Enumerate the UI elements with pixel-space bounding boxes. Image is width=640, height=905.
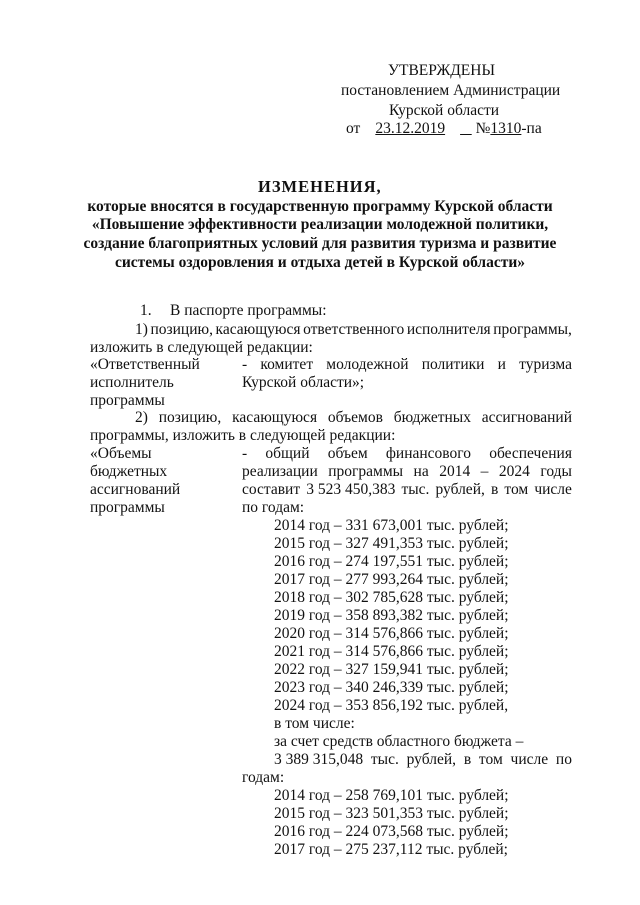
year-line: 2016 год – 274 197,551 тыс. рублей;: [274, 553, 509, 570]
year-line: 2023 год – 340 246,339 тыс. рублей;: [274, 679, 509, 696]
regional-budget-label: за счет средств областного бюджета –: [274, 733, 524, 750]
year-line: 2022 год – 327 159,941 тыс. рублей;: [274, 661, 509, 678]
item-2-value-line-3: составит 3 523 450,383 тыс. рублей, в том числе: [242, 481, 572, 498]
item-2-value-line-1: - общий объем финансового обеспечения: [242, 445, 572, 462]
approval-line-1: постановлением Администрации: [341, 82, 561, 99]
heading-line-2: «Повышение эффективности реализации молодежной политики,: [91, 216, 549, 233]
item-1-label-2: исполнитель: [90, 374, 174, 391]
item-1-line-2: изложить в следующей редакции:: [90, 339, 313, 356]
regional-budget-line: 3 389 315,048 тыс. рублей, в том числе по: [274, 751, 572, 768]
year-line: 2019 год – 358 893,382 тыс. рублей;: [274, 607, 509, 624]
approval-title: УТВЕРЖДЕНЫ: [388, 62, 495, 79]
changes-title: ИЗМЕНЕНИЯ,: [258, 177, 382, 196]
year-line: 2015 год – 327 491,353 тыс. рублей;: [274, 535, 509, 552]
approval-line-2: Курской области: [389, 102, 500, 119]
item-2-label-1: «Объемы: [90, 445, 152, 462]
date-value: 23.12.2019: [375, 120, 446, 137]
heading-line-3: создание благоприятных условий для развития туризма и развитие: [83, 235, 557, 252]
year-line: 2021 год – 314 576,866 тыс. рублей;: [274, 643, 509, 660]
year-line: 2017 год – 277 993,264 тыс. рублей;: [274, 571, 509, 588]
item-2-value-line-2: реализации программы на 2014 – 2024 годы: [242, 463, 572, 480]
item-2-value-line-4: по годам:: [242, 499, 305, 516]
item-2-label-3: ассигнований: [90, 481, 181, 498]
item-2-line-1: 2) позицию, касающуюся объемов бюджетных ассигнований: [135, 409, 572, 426]
year-line: 2024 год – 353 856,192 тыс. рублей,: [274, 697, 509, 714]
year-line: 2018 год – 302 785,628 тыс. рублей;: [274, 589, 509, 606]
regional-year-line: 2017 год – 275 237,112 тыс. рублей;: [274, 841, 508, 858]
item-2-line-2: программы, изложить в следующей редакции:: [90, 427, 396, 444]
year-line: 2020 год – 314 576,866 тыс. рублей;: [274, 625, 509, 642]
section-1-number: 1.: [140, 302, 152, 319]
regional-year-line: 2015 год – 323 501,353 тыс. рублей;: [274, 805, 509, 822]
item-2-label-2: бюджетных: [90, 463, 168, 480]
number-prefix: №: [475, 120, 491, 137]
regional-budget-line-2: годам:: [242, 769, 285, 786]
section-1-text: В паспорте программы:: [170, 302, 327, 319]
date-underline-gap: [460, 120, 472, 137]
number-suffix: -па: [521, 120, 542, 137]
regional-year-line: 2016 год – 224 073,568 тыс. рублей;: [274, 823, 509, 840]
number-value: 1310: [490, 120, 522, 137]
heading-line-4: системы оздоровления и отдыха детей в Курской области»: [114, 254, 526, 271]
year-line: 2014 год – 331 673,001 тыс. рублей;: [274, 517, 509, 534]
item-1-label-3: программы: [90, 392, 165, 409]
approval-date-line: [346, 120, 542, 138]
item-2-label-4: программы: [90, 499, 165, 516]
heading-line-1: которые вносятся в государственную программу Курской области: [87, 198, 553, 215]
item-1-value-line-2: Курской области»;: [242, 374, 365, 391]
item-1-line-1: 1) позицию, касающуюся ответственного исполнителя программы,: [135, 321, 572, 338]
item-1-label-1: «Ответственный: [90, 356, 200, 373]
date-prefix: от: [346, 120, 361, 137]
regional-year-line: 2014 год – 258 769,101 тыс. рублей;: [274, 787, 509, 804]
item-1-value-line-1: - комитет молодежной политики и туризма: [242, 356, 572, 373]
including-text: в том числе:: [274, 715, 355, 732]
